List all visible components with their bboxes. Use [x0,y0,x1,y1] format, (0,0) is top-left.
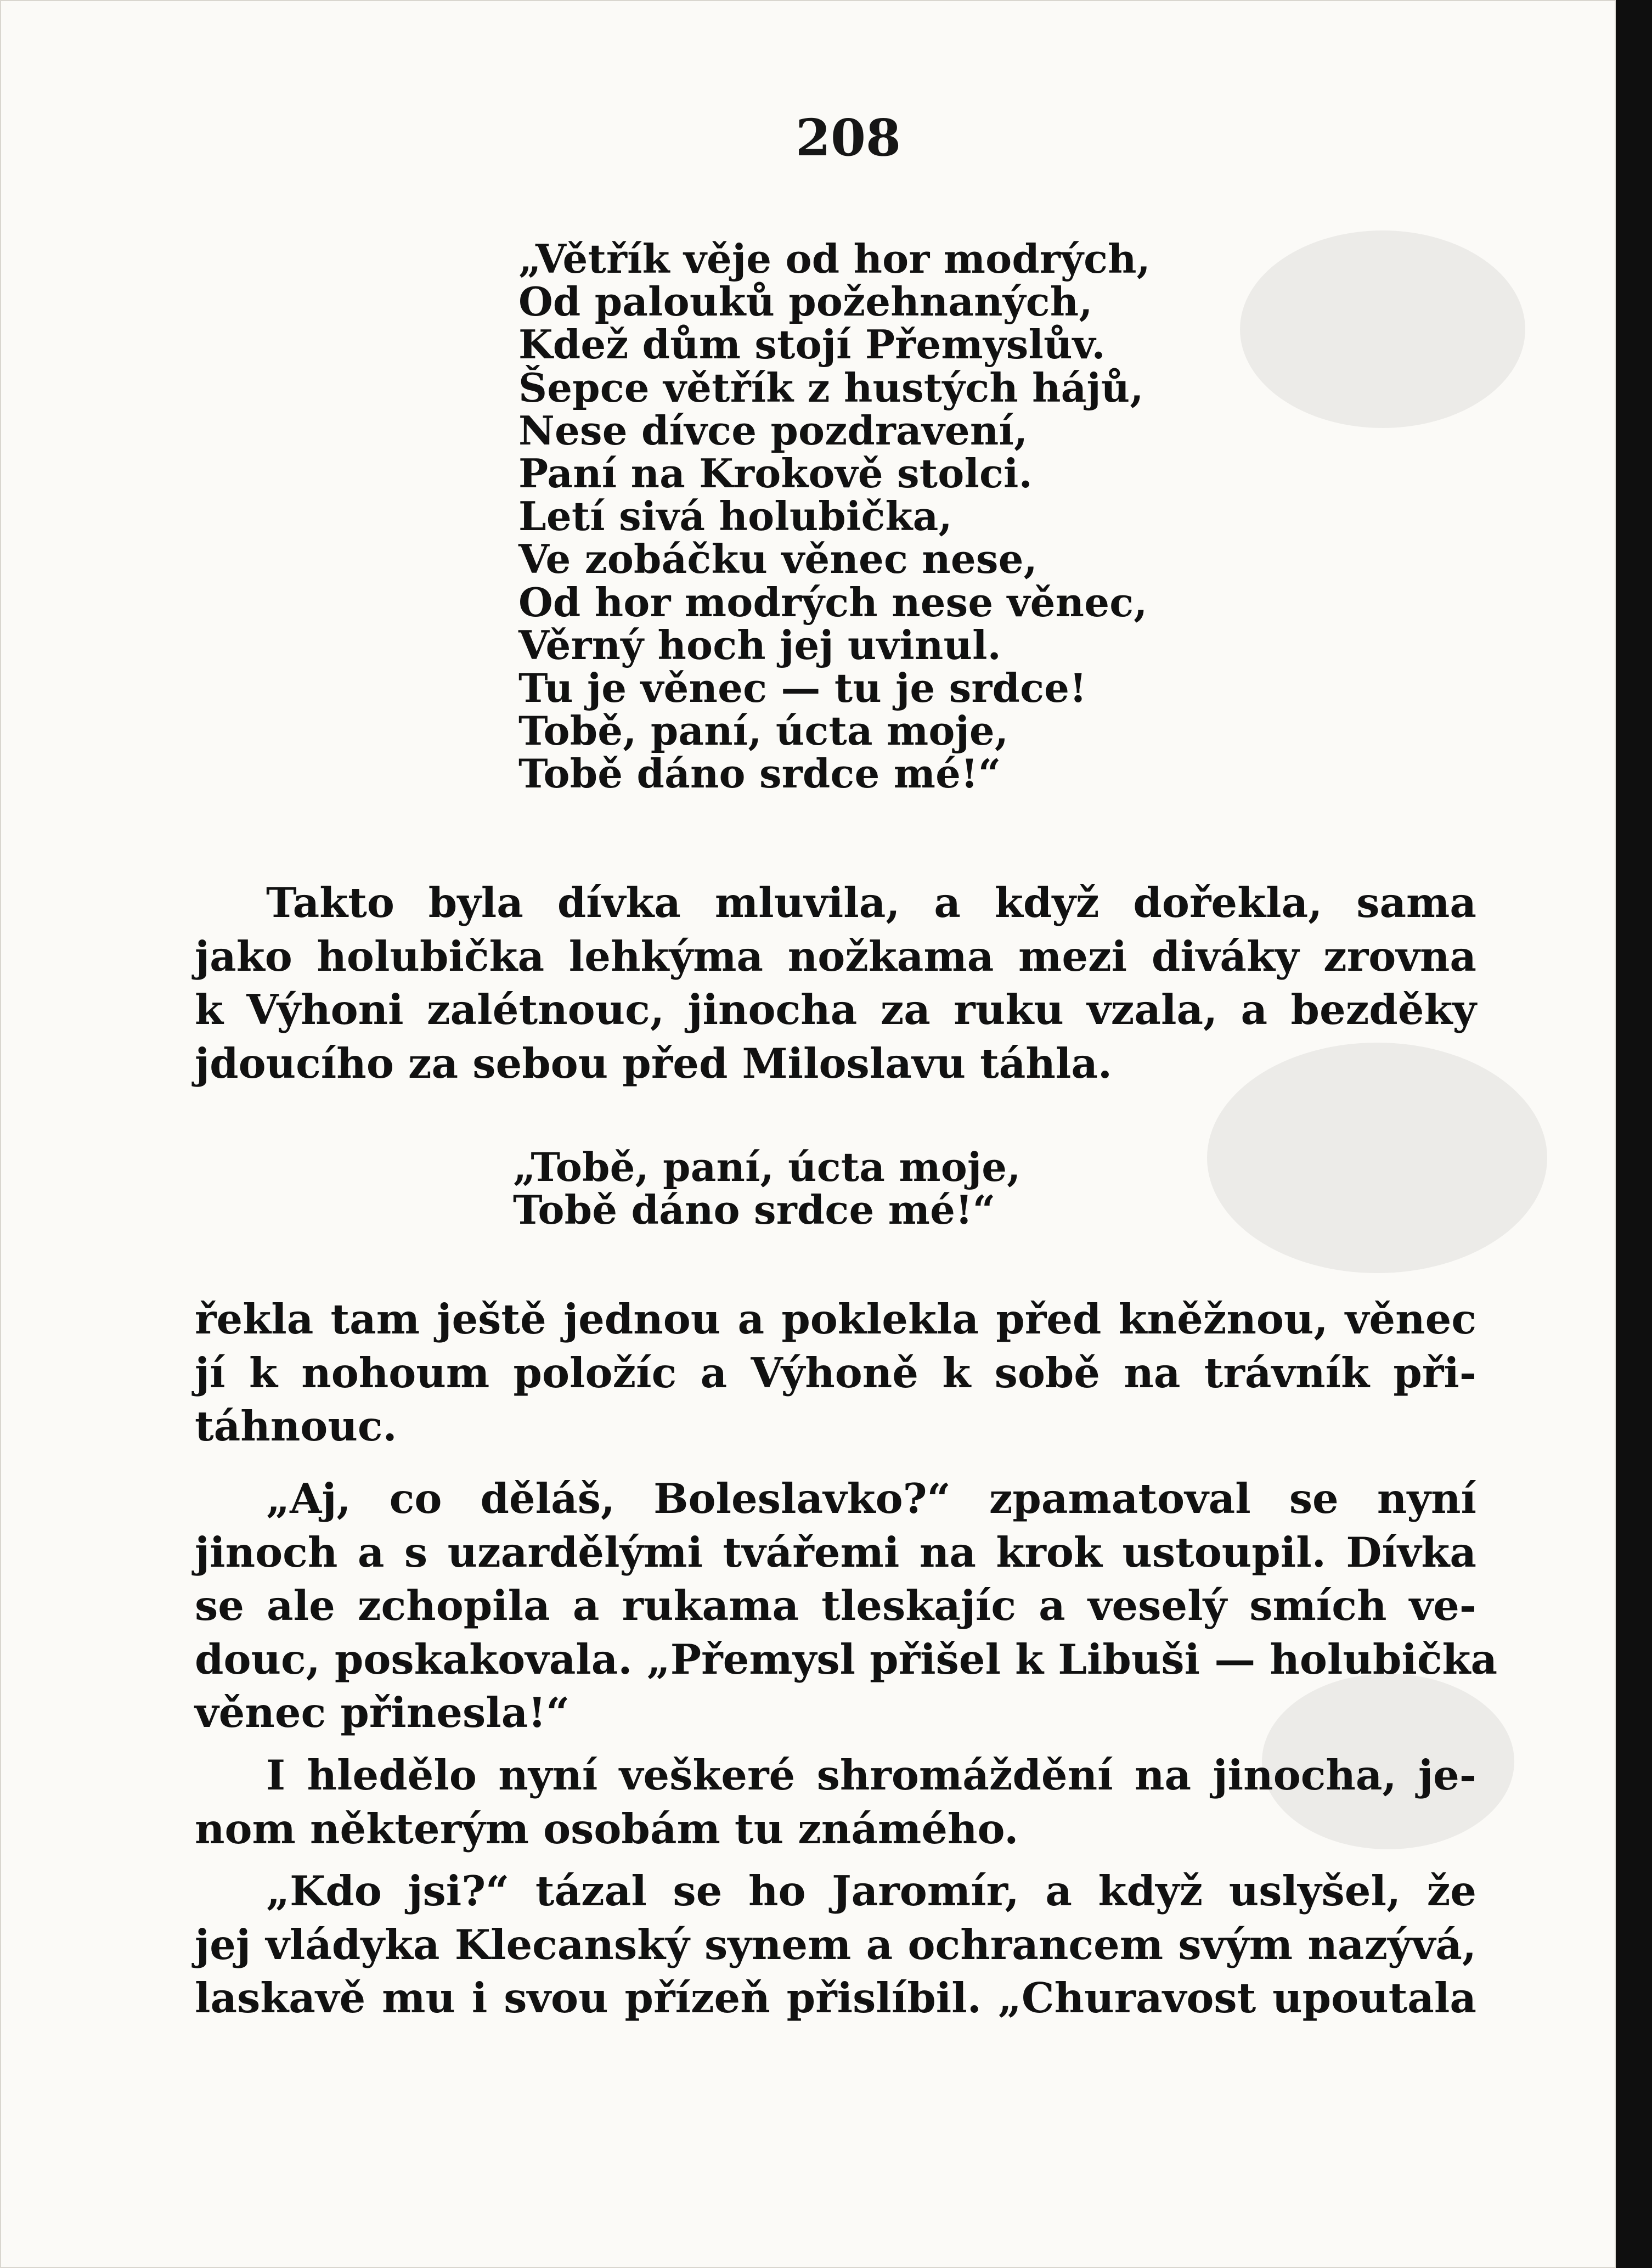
text-line: jej vládyka Klecanský synem a ochrancem svým nazývá, [195,1920,1476,1969]
paragraph-takto [195,876,1476,1090]
text-line: táhnouc. [195,1402,397,1450]
text-line: k Výhoni zalétnouc, jinocha za ruku vzala, a bezděky [195,986,1476,1034]
poem-line: Paní na Krokově stolci. [518,450,1033,497]
text-line: „Kdo jsi?“ tázal se ho Jaromír, a když uslyšel, že [266,1867,1476,1915]
poem-line: Od hor modrých nese věnec, [518,578,1148,626]
poem-line: Ve zobáčku věnec nese, [518,536,1038,583]
poem-line: Šepce větřík z hustých hájů, [518,364,1144,411]
paragraph-rekla [195,1293,1476,1454]
poem-line: „Tobě, paní, úcta moje, [513,1144,1021,1190]
poem-line: Tobě dáno srdce mé!“ [518,750,1001,797]
text-line: řekla tam ještě jednou a poklekla před kněžnou, věnec [195,1295,1476,1343]
paragraph-kdo-jsi [195,1865,1476,2025]
poem-line: „Větřík věje od hor modrých, [518,235,1151,282]
poem-line: Tu je věnec — tu je srdce! [518,665,1087,712]
text-line: nom některým osobám tu známého. [195,1804,1019,1853]
text-line: jdoucího za sebou před Miloslavu táhla. [195,1039,1113,1088]
text-line: jí k nohoum položíc a Výhoně k sobě na trávník při- [195,1348,1476,1397]
text-line: jinoch a s uzardělými tvářemi na krok ustoupil. Dívka [195,1528,1476,1577]
text-line: se ale zchopila a rukama tleskajíc a veselý smích ve- [195,1582,1476,1630]
paragraph-i-hledelo [195,1749,1476,1856]
poem-stanza-1 [518,235,1151,797]
poem-line: Věrný hoch jej uvinul. [518,621,1001,668]
paper-smudge [1240,230,1525,428]
poem-line: Letí sivá holubička, [518,493,952,540]
page-edge-shadow [1616,0,1652,2268]
text-line: laskavě mu i svou přízeň přislíbil. „Churavost upoutala [195,1974,1476,2022]
text-line: „Aj, co děláš, Boleslavko?“ zpamatoval se nyní [266,1475,1476,1523]
page-number: 208 [796,108,901,167]
text-line: douc, poskakovala. „Přemysl přišel k Libuši — holubička [195,1635,1498,1684]
text-line: věnec přinesla!“ [195,1689,570,1737]
poem-line: Kdež dům stojí Přemyslův. [518,321,1106,368]
poem-line: Od palouků požehnaných, [518,278,1093,325]
poem-stanza-2 [513,1144,1021,1234]
poem-line: Tobě dáno srdce mé!“ [513,1186,996,1234]
poem-line: Nese dívce pozdravení, [518,407,1028,454]
poem-line: Tobě, paní, úcta moje, [518,707,1009,755]
text-line: jako holubička lehkýma nožkama mezi diváky zrovna [195,932,1476,981]
text-line: Takto byla dívka mluvila, a když dořekla, sama [266,879,1476,927]
paragraph-aj-co-delas [195,1472,1498,1740]
text-line: I hledělo nyní veškeré shromáždění na jinocha, je- [266,1751,1476,1799]
